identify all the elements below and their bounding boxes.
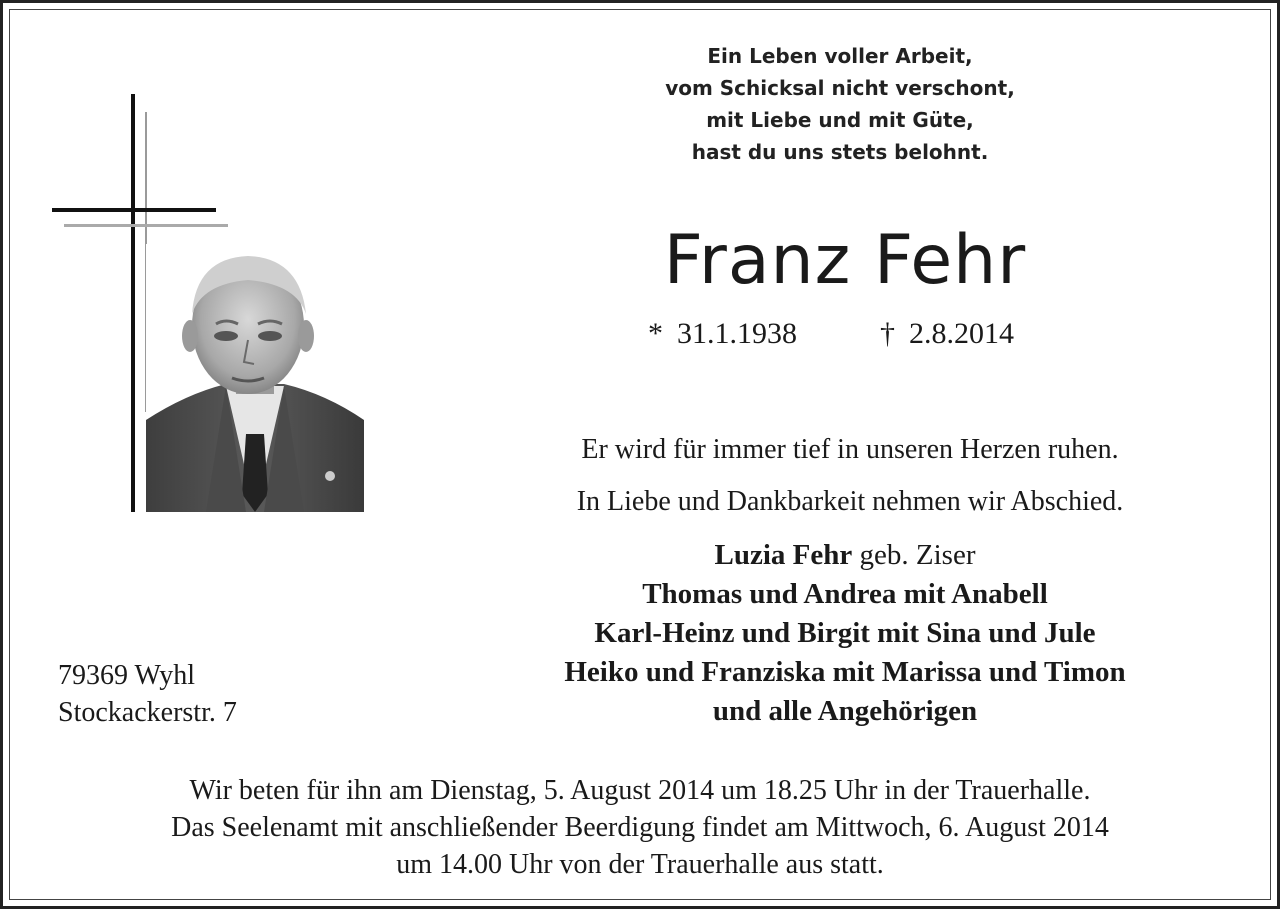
family-line-text: und alle Angehörigen bbox=[712, 695, 978, 727]
deceased-name: Franz Fehr bbox=[663, 221, 1027, 300]
spouse-maiden-name: geb. Ziser bbox=[852, 539, 976, 571]
poem-line: vom Schicksal nicht verschont, bbox=[665, 76, 1015, 100]
quote-line: Er wird für immer tief in unseren Herzen ruhen. bbox=[581, 434, 1119, 465]
address-street: Stockackerstr. 7 bbox=[58, 697, 237, 728]
quote-line: In Liebe und Dankbarkeit nehmen wir Abschied. bbox=[576, 486, 1124, 517]
poem-line: Ein Leben voller Arbeit, bbox=[707, 44, 973, 68]
birth-date: 31.1.1938 bbox=[677, 317, 797, 350]
death-dagger-icon: † bbox=[880, 317, 895, 350]
death-date-group bbox=[880, 314, 1014, 354]
family-line bbox=[460, 614, 1230, 653]
address-city: 79369 Wyhl bbox=[58, 660, 196, 691]
family-line bbox=[460, 653, 1230, 692]
spouse-line bbox=[460, 536, 1230, 575]
service-line: Wir beten für ihn am Dienstag, 5. August 2014 um 18.25 Uhr in der Trauerhalle. bbox=[189, 775, 1091, 806]
family-list bbox=[460, 536, 1230, 731]
farewell-quote bbox=[470, 424, 1230, 528]
family-line bbox=[460, 575, 1230, 614]
family-line-text: Karl-Heinz und Birgit mit Sina und Jule bbox=[594, 617, 1096, 649]
service-line: Das Seelenamt mit anschließender Beerdigung findet am Mittwoch, 6. August 2014 bbox=[171, 812, 1109, 843]
poem bbox=[600, 40, 1080, 168]
cross-bar bbox=[52, 208, 216, 212]
birth-star-icon: * bbox=[648, 317, 663, 350]
service-info bbox=[30, 772, 1250, 883]
service-line: um 14.00 Uhr von der Trauerhalle aus statt. bbox=[396, 849, 884, 880]
address bbox=[58, 657, 237, 731]
cross-icon bbox=[131, 94, 135, 512]
birth-date-group bbox=[648, 314, 797, 354]
family-line bbox=[460, 692, 1230, 731]
family-line-text: Thomas und Andrea mit Anabell bbox=[642, 578, 1048, 610]
spouse-name: Luzia Fehr bbox=[714, 539, 853, 571]
poem-line: hast du uns stets belohnt. bbox=[691, 140, 989, 164]
poem-line: mit Liebe und mit Güte, bbox=[706, 108, 974, 132]
portrait-photo bbox=[146, 244, 364, 512]
family-line-text: Heiko und Franziska mit Marissa und Timon bbox=[564, 656, 1126, 688]
cross-shadow-horizontal bbox=[64, 224, 228, 227]
death-date: 2.8.2014 bbox=[909, 317, 1014, 350]
